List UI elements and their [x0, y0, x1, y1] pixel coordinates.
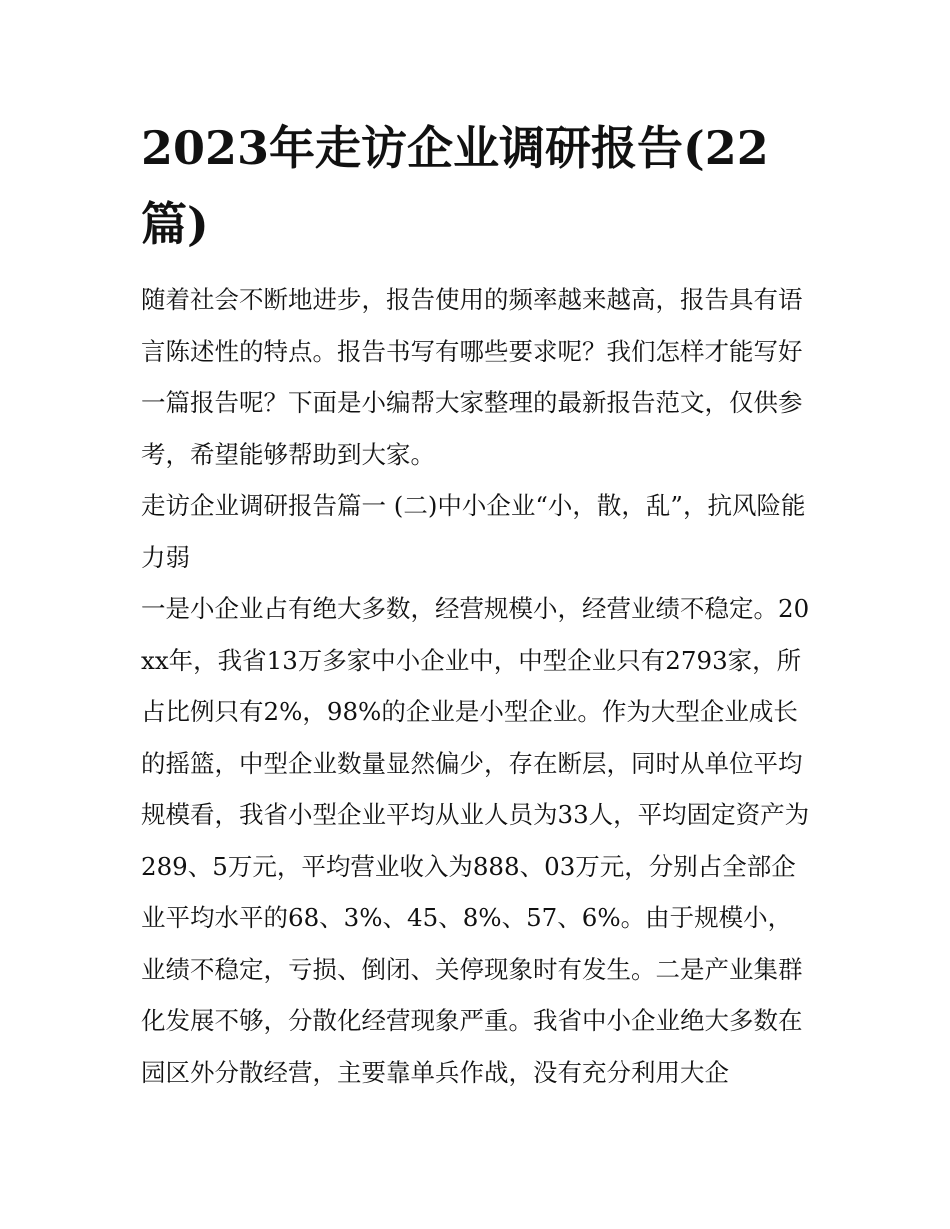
body-paragraph: 一是小企业占有绝大多数，经营规模小，经营业绩不稳定。20xx年，我省13万多家中小企业中，中型企业只有2793家，所占比例只有2%，98%的企业是小型企业。作为大型企业成长的摇篮，中型企业数量显然偏少，存在断层，同时从单位平均规模看，我省小型企业平均从业人员为33人，平均固定资产为289、5万元，平均营业收入为888、03万元，分别占全部企业平均水平的68、3%、45、8%、57、6%。由于规模小，业绩不稳定，亏损、倒闭、关停现象时有发生。二是产业集群化发展不够，分散化经营现象严重。我省中小企业绝大多数在园区外分散经营，主要靠单兵作战，没有充分利用大企 — [141, 594, 810, 1087]
document-title: 2023年走访企业调研报告(22篇) — [141, 121, 769, 251]
section-heading-paragraph: 走访企业调研报告篇一 (二)中小企业“小，散，乱”，抗风险能力弱 — [141, 491, 806, 572]
intro-paragraph: 随着社会不断地进步，报告使用的频率越来越高，报告具有语言陈述性的特点。报告书写有哪些要求呢？我们怎样才能写好一篇报告呢？下面是小编帮大家整理的最新报告范文，仅供参考，希望能够帮助到大家。 — [141, 285, 803, 469]
document-body — [141, 110, 813, 1098]
